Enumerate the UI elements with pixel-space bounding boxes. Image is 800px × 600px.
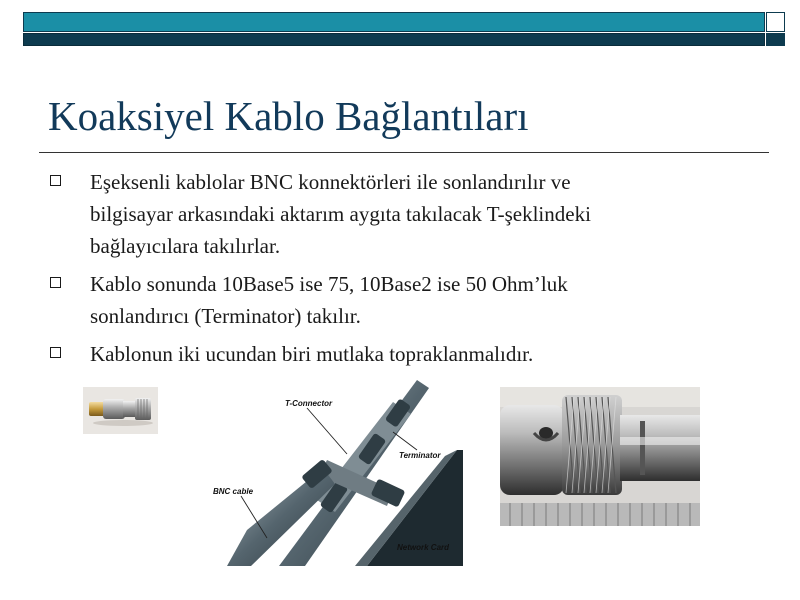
slide-title: Koaksiyel Kablo Bağlantıları xyxy=(48,93,529,139)
bullet-item-2 xyxy=(50,268,750,332)
header-square-top xyxy=(766,12,785,32)
square-bullet-icon xyxy=(50,347,61,358)
bullet-2-line-2: sonlandırıcı (Terminator) takılır. xyxy=(90,304,361,328)
bullet-2-line-1: Kablo sonunda 10Base5 ise 75, 10Base2 ise 50 Ohm’luk xyxy=(90,272,568,296)
bullet-item-3 xyxy=(50,338,750,370)
bullet-1-line-3: bağlayıcılara takılırlar. xyxy=(90,234,281,258)
header-bar-top xyxy=(23,12,765,32)
bullet-list xyxy=(50,166,750,376)
bullet-3-line-1: Kablonun iki ucundan biri mutlaka topraklanmalıdır. xyxy=(90,342,534,366)
bnc-closeup-photo xyxy=(500,387,700,526)
bullet-1-line-2: bilgisayar arkasındaki aktarım aygıta takılacak T-şeklindeki xyxy=(90,202,591,226)
header-bar-bottom xyxy=(23,33,765,46)
label-terminator: Terminator xyxy=(399,451,441,460)
label-bnc-cable: BNC cable xyxy=(213,487,254,496)
bullet-item-1 xyxy=(50,166,750,262)
t-connector-diagram xyxy=(207,380,463,566)
title-divider xyxy=(39,152,769,153)
bnc-connector-photo xyxy=(83,387,158,434)
label-network-card: Network Card xyxy=(397,543,450,552)
header-square-bottom xyxy=(766,33,785,46)
square-bullet-icon xyxy=(50,175,61,186)
square-bullet-icon xyxy=(50,277,61,288)
label-t-connector: T-Connector xyxy=(285,399,333,408)
bullet-1-line-1: Eşeksenli kablolar BNC konnektörleri ile sonlandırılır ve xyxy=(90,170,571,194)
